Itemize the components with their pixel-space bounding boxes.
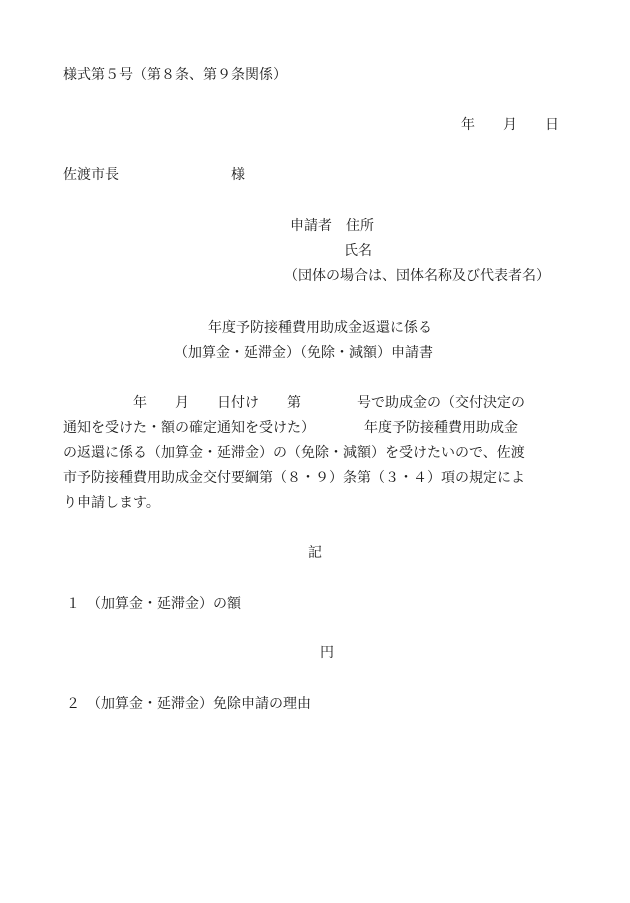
body-line: の返還に係る（加算金・延滞金）の（免除・減額）を受けたいので、佐渡 bbox=[63, 445, 525, 461]
applicant-address-label: 申請者 住所 bbox=[290, 218, 374, 234]
title-line-1: 年度予防接種費用助成金返還に係る bbox=[208, 320, 432, 336]
form-number: 様式第５号（第８条、第９条関係） bbox=[63, 67, 287, 83]
applicant-note: （団体の場合は、団体名称及び代表者名） bbox=[284, 268, 550, 284]
applicant-name-label: 氏名 bbox=[344, 243, 372, 259]
body-line: 年 月 日付け 第 号で助成金の（交付決定の bbox=[63, 395, 525, 411]
ki-heading: 記 bbox=[308, 545, 322, 561]
body-line: 通知を受けた・額の確定通知を受けた） 年度予防接種費用助成金 bbox=[63, 420, 518, 436]
body-line: り申請します。 bbox=[63, 495, 160, 511]
body-line: 市予防接種費用助成金交付要綱第（８・９）条第（３・４）項の規定によ bbox=[63, 470, 525, 486]
item-amount-label: １ （加算金・延滞金）の額 bbox=[66, 596, 241, 612]
date-line: 年 月 日 bbox=[461, 117, 559, 133]
item-amount-unit: 円 bbox=[320, 645, 334, 661]
item-reason-label: ２ （加算金・延滞金）免除申請の理由 bbox=[66, 696, 311, 712]
title-line-2: （加算金・延滞金）（免除・減額）申請書 bbox=[174, 345, 433, 361]
addressee: 佐渡市長 様 bbox=[63, 167, 245, 183]
